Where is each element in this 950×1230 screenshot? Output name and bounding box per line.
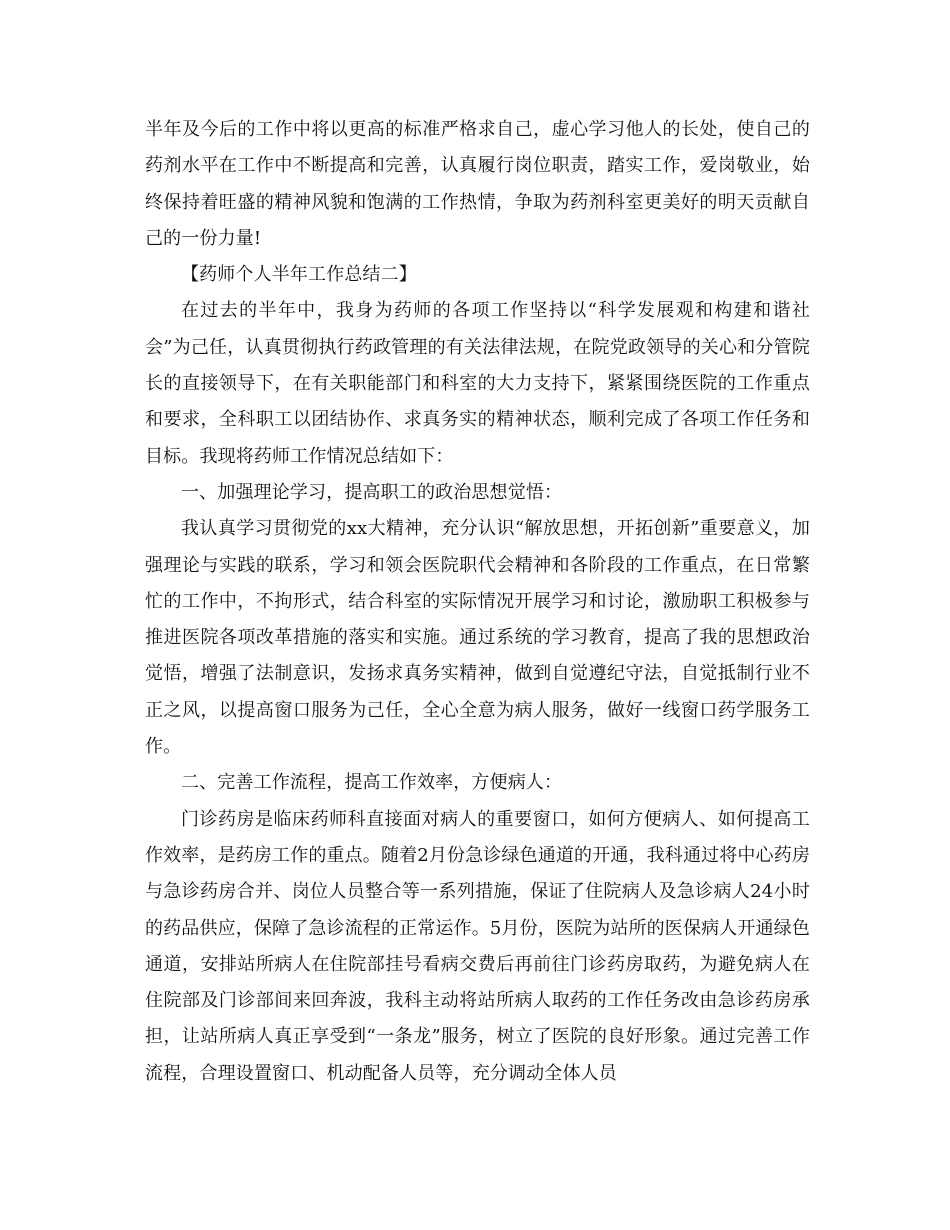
document-body — [145, 112, 810, 1092]
paragraph-continuation: 半年及今后的工作中将以更高的标准严格求自己，虚心学习他人的长处，使自己的药剂水平在工作中不断提高和完善，认真履行岗位职责，踏实工作，爱岗敬业，始终保持着旺盛的精神风貌和饱满的工作热情，争取为药剂科室更美好的明天贡献自己的一份力量! — [145, 119, 810, 249]
paragraph-workflow: 门诊药房是临床药师科直接面对病人的重要窗口，如何方便病人、如何提高工作效率，是药房工作的重点。随着2月份急诊绿色通道的开通，我科通过将中心药房与急诊药房合并、岗位人员整合等一系列措施，保证了住院病人及急诊病人24小时的药品供应，保障了急诊流程的正常运作。5月份，医院为站所的医保病人开通绿色通道，安排站所病人在住院部挂号看病交费后再前往门诊药房取药，为避免病人在住院部及门诊部间来回奔波，我科主动将站所病人取药的工作任务改由急诊药房承担，让站所病人真正享受到“一条龙”服务，树立了医院的良好形象。通过完善工作流程，合理设置窗口、机动配备人员等，充分调动全体人员 — [145, 808, 810, 1084]
subheading-workflow: 二、完善工作流程，提高工作效率，方便病人： — [181, 772, 563, 794]
subheading-theory-study: 一、加强理论学习，提高职工的政治思想觉悟： — [181, 481, 563, 503]
section-heading: 【药师个人半年工作总结二】 — [181, 264, 417, 286]
paragraph-theory-study: 我认真学习贯彻党的xx大精神，充分认识“解放思想，开拓创新”重要意义，加强理论与实践的联系，学习和领会医院职代会精神和各阶段的工作重点，在日常繁忙的工作中，不拘形式，结合科室的实际情况开展学习和讨论，激励职工积极参与推进医院各项改革措施的落实和实施。通过系统的学习教育，提高了我的思想政治觉悟，增强了法制意识，发扬求真务实精神，做到自觉遵纪守法，自觉抵制行业不正之风，以提高窗口服务为己任，全心全意为病人服务，做好一线窗口药学服务工作。 — [145, 518, 810, 758]
paragraph-intro: 在过去的半年中，我身为药师的各项工作坚持以“科学发展观和构建和谐社会”为己任，认真贯彻执行药政管理的有关法律法规，在院党政领导的关心和分管院长的直接领导下，在有关职能部门和科室的大力支持下，紧紧围绕医院的工作重点和要求，全科职工以团结协作、求真务实的精神状态，顺利完成了各项工作任务和目标。我现将药师工作情况总结如下： — [145, 300, 810, 467]
